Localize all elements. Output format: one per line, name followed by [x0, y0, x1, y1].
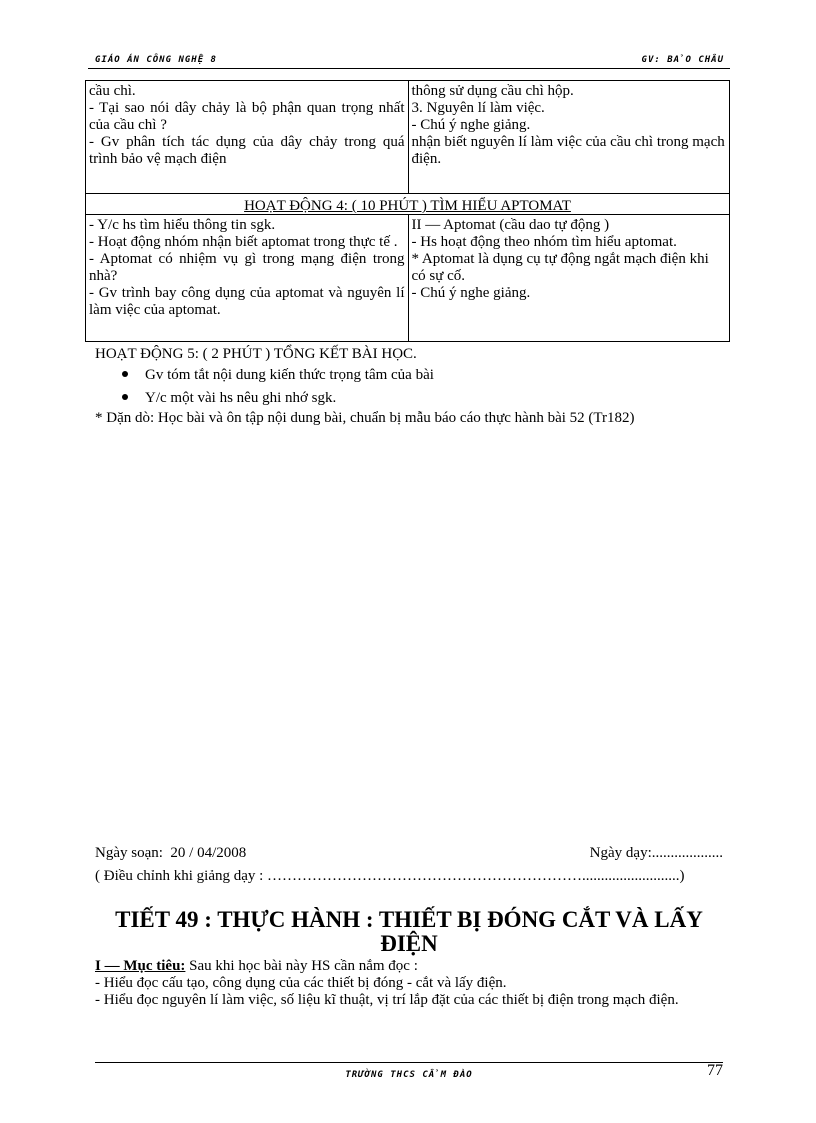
objectives-label: I — Mục tiêu:	[95, 958, 186, 974]
summary-bullet: Y/c một vài hs nêu ghi nhớ sgk.	[95, 390, 720, 407]
table-text: II — Aptomat (cầu dao tự động )	[411, 217, 610, 233]
student-activity-cell	[408, 81, 730, 193]
header-divider	[88, 68, 730, 69]
activity-4-text: HOẠT ĐỘNG 4: ( 10 PHÚT ) TÌM HIỂU APTOMAT	[244, 198, 571, 214]
objectives-intro: Sau khi học bài này HS cần nắm đọc :	[185, 958, 418, 974]
lesson-table	[85, 80, 730, 342]
table-text: - Gv trình bay công dụng của aptomat và nguyên lí làm việc của aptomat.	[89, 285, 405, 318]
table-text: - Y/c hs tìm hiểu thông tin sgk.	[89, 217, 276, 233]
adjust-note	[95, 868, 723, 885]
table-text: - Hs hoạt động theo nhóm tìm hiểu aptomat.	[411, 234, 677, 250]
activity-5	[95, 346, 720, 427]
adjust-text: ( Điều chỉnh khi giảng dạy : ………………………………………………………..........................)	[95, 868, 685, 884]
table-text: - Tại sao nói dây chảy là bộ phận quan trọng nhất của cầu chì ?	[89, 100, 405, 133]
footer-school: TRƯỜNG THCS CẨM ĐÀO	[345, 1070, 473, 1080]
page-footer	[95, 1062, 723, 1084]
activity-5-heading: HOẠT ĐỘNG 5: ( 2 PHÚT ) TỔNG KẾT BÀI HỌC.	[95, 346, 417, 362]
prepared-date	[95, 845, 246, 862]
prepared-label: Ngày soạn:	[95, 845, 163, 861]
footer-divider	[95, 1062, 723, 1063]
table-text: - Chú ý nghe giảng.	[411, 117, 531, 133]
student-activity-cell	[408, 215, 730, 341]
table-text: * Aptomat là dụng cụ tự động ngắt mạch điện khi có sự cố.	[411, 251, 709, 284]
objectives	[95, 958, 720, 1009]
homework-note: * Dặn dò: Học bài và ôn tập nội dung bài, chuẩn bị mẫu báo cáo thực hành bài 52 (Tr182)	[95, 410, 635, 426]
lesson-dates	[95, 845, 723, 862]
prepared-value: 20 / 04/2008	[170, 845, 247, 861]
table-text: cầu chì.	[89, 83, 136, 99]
table-text: thông sử dụng cầu chì hộp.	[411, 83, 574, 99]
table-row	[86, 81, 729, 193]
table-text: - Hoạt động nhóm nhận biết aptomat trong thực tế .	[89, 234, 398, 250]
objective-item: - Hiểu đọc nguyên lí làm việc, số liệu kĩ thuật, vị trí lắp đặt của các thiết bị điện trong mạch điện.	[95, 992, 679, 1008]
objective-item: - Hiểu đọc cấu tạo, công dụng của các thiết bị đóng - cắt và lấy điện.	[95, 975, 507, 991]
page-number: 77	[707, 1062, 723, 1079]
header-right: GV: BẢO CHÂU	[641, 55, 724, 65]
header-left: GIÁO ÁN CÔNG NGHỆ 8	[95, 55, 217, 65]
lesson-title: TIẾT 49 : THỰC HÀNH : THIẾT BỊ ĐÓNG CẮT VÀ LẤY ĐIỆN	[115, 907, 703, 956]
teacher-activity-cell	[86, 215, 408, 341]
table-text: nhận biết nguyên lí làm việc của cầu chì trong mạch điện.	[411, 134, 725, 167]
table-text: - Gv phân tích tác dụng của dây chảy trong quá trình bảo vệ mạch điện	[89, 134, 405, 167]
activity-4-heading	[86, 193, 729, 214]
table-text: 3. Nguyên lí làm việc.	[411, 100, 545, 116]
table-text: - Aptomat có nhiệm vụ gì trong mạng điện trong nhà?	[89, 251, 405, 284]
teacher-activity-cell	[86, 81, 408, 193]
taught-date: Ngày dạy:...................	[589, 845, 723, 861]
table-row	[86, 214, 729, 341]
table-text: - Chú ý nghe giảng.	[411, 285, 531, 301]
summary-bullet: Gv tóm tắt nội dung kiến thức trọng tâm của bài	[95, 367, 720, 384]
